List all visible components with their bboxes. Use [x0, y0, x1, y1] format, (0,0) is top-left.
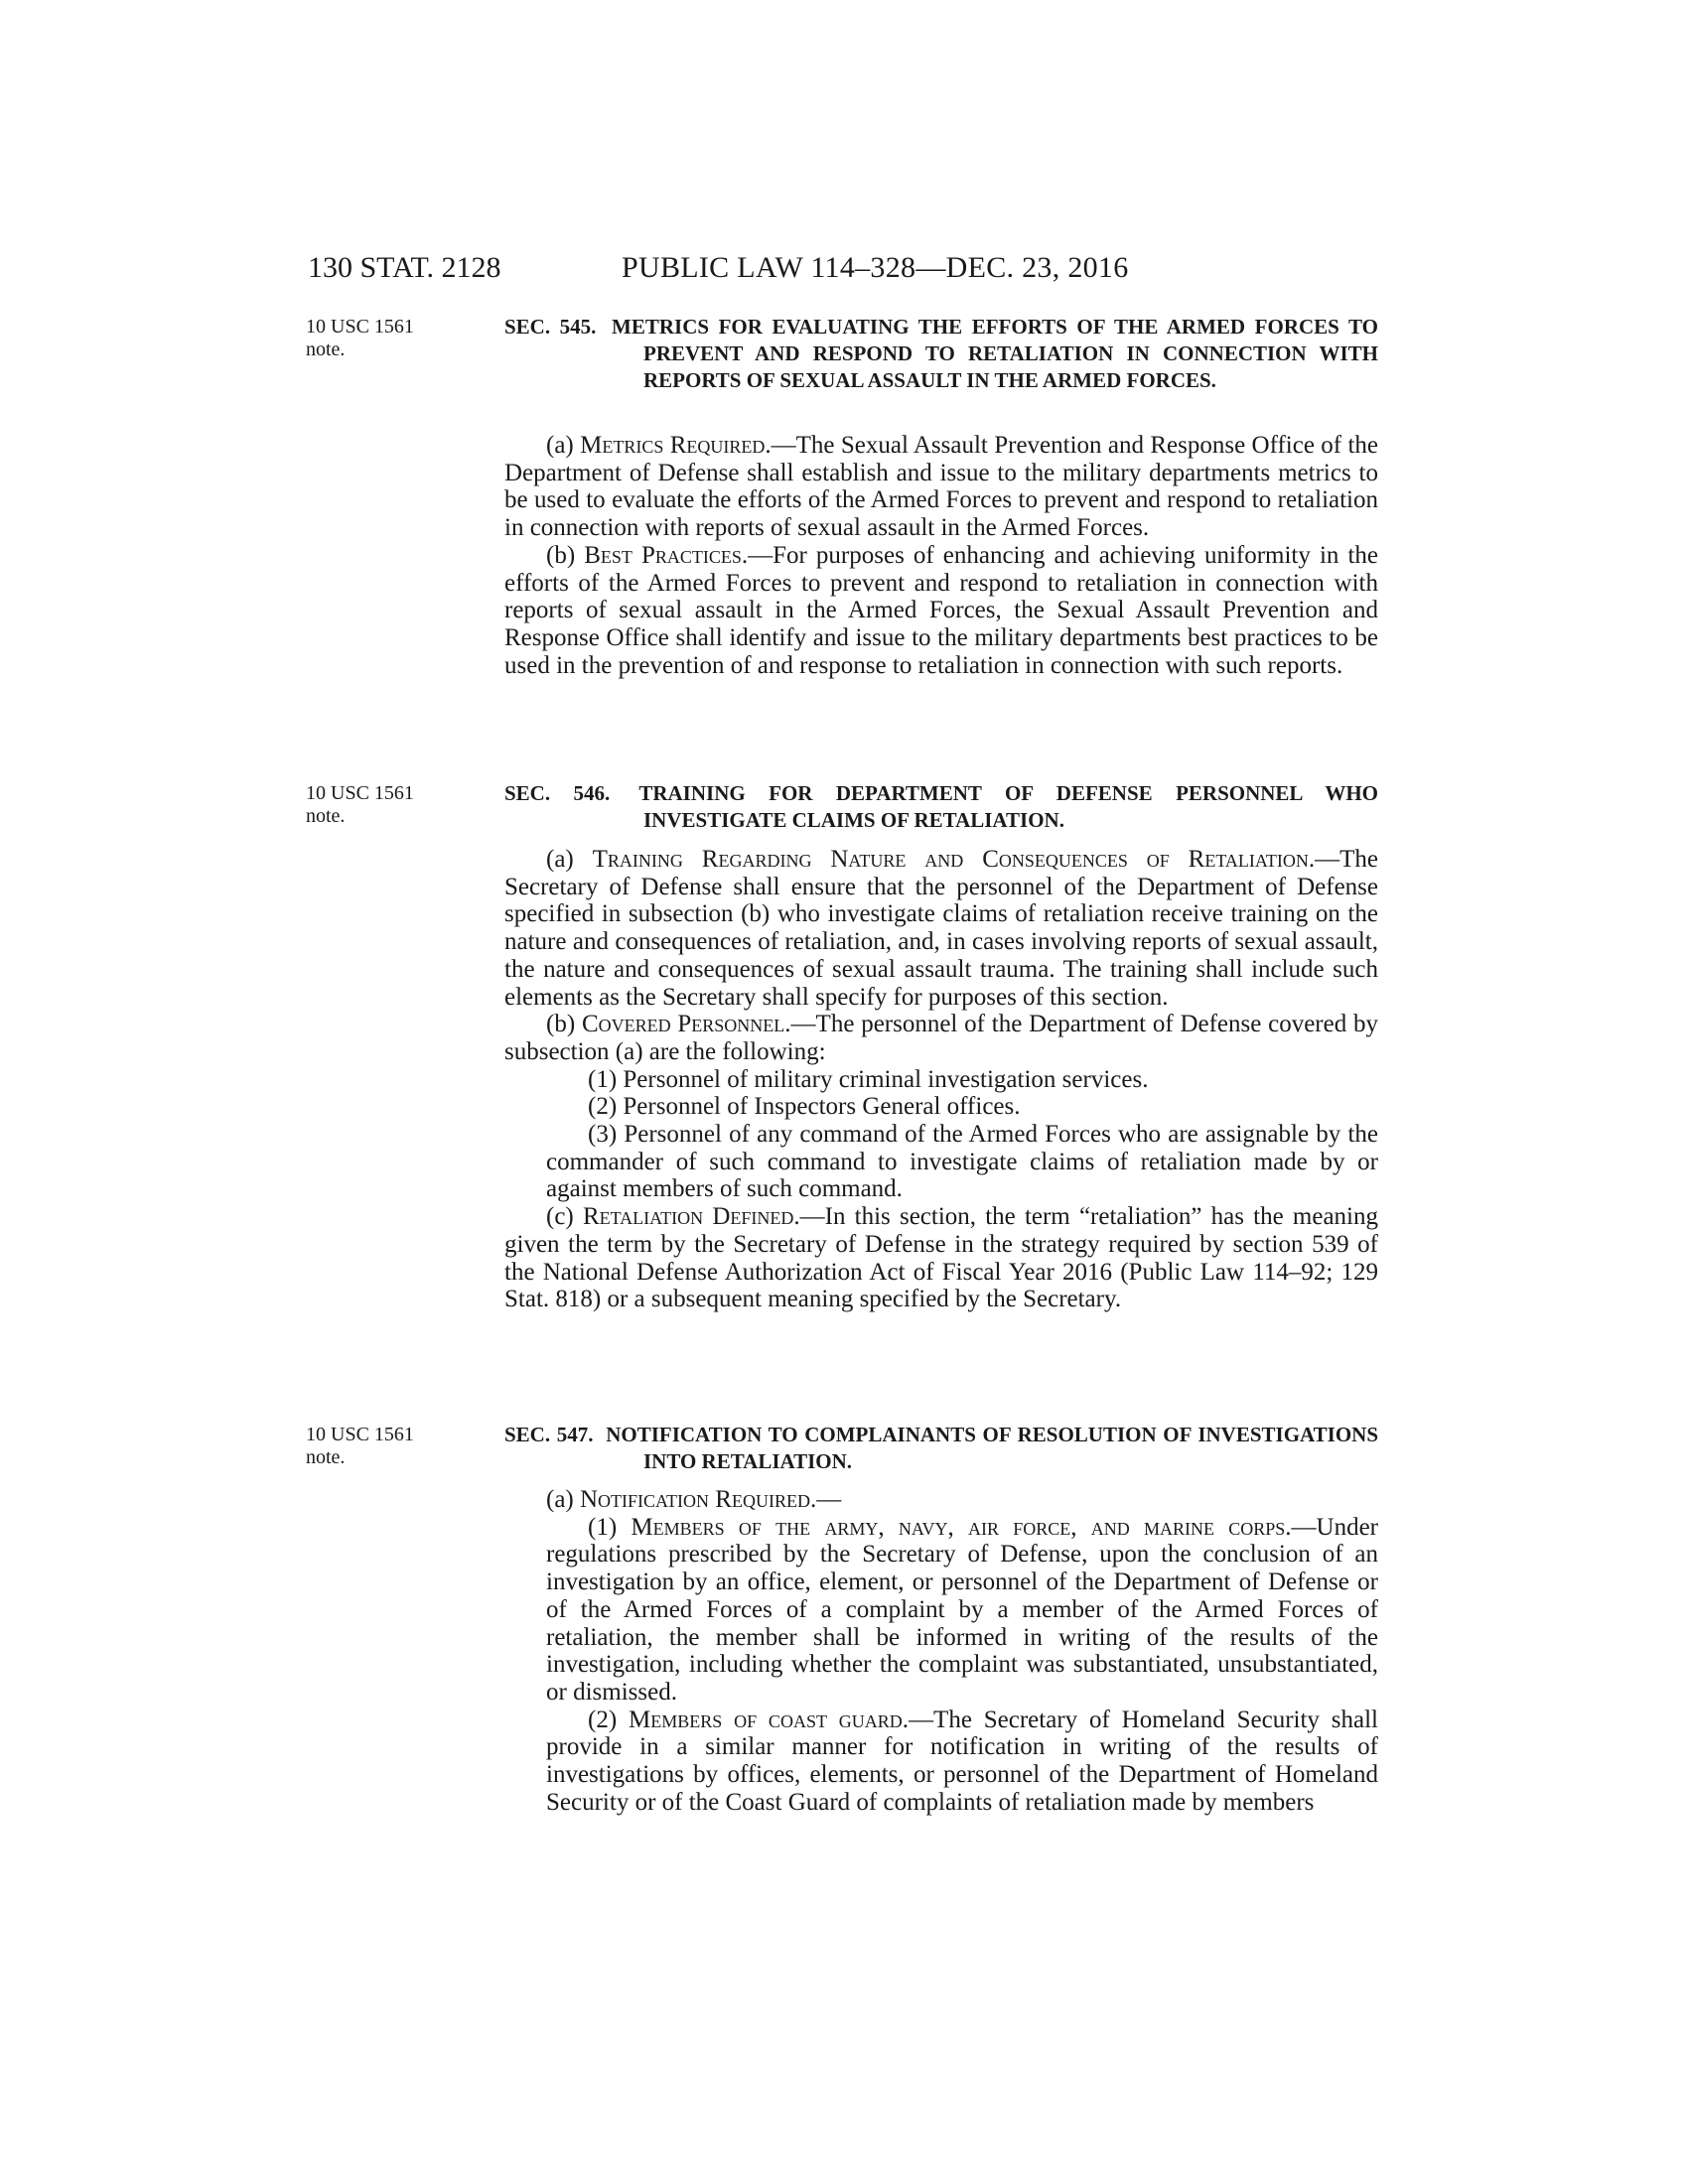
section-body-546: [504, 846, 1378, 1313]
paragraph-caption: Covered Personnel: [581, 1011, 785, 1038]
caption-dash: .—: [793, 1203, 825, 1231]
list-item-2: (2) Personnel of Inspectors General offices.: [588, 1093, 1021, 1121]
public-law-title: PUBLIC LAW 114–328—DEC. 23, 2016: [622, 251, 1129, 284]
subparagraph-2: [546, 1706, 1378, 1817]
caption-dash: .—: [809, 1486, 842, 1513]
paragraph-a-intro: [504, 1486, 1378, 1514]
paragraph-label: (a): [546, 846, 593, 873]
paragraph-caption: Best Practices: [584, 541, 742, 569]
subparagraph-1: [546, 1514, 1378, 1706]
paragraph-text: The Sexual Assault Prevention and Response Office of the Department of Defense shall establish and issue to the military departments metrics to be used to evaluate the efforts of the Armed Forces to prevent and respond to retaliation in connection with reports of sexual assault in the Armed Forces.: [504, 432, 1378, 542]
paragraph-label: (c): [546, 1203, 583, 1231]
list-item-3: (3) Personnel of any command of the Armed Forces who are assignable by the commander of such command to investigate claims of retaliation made by or against members of such command.: [546, 1121, 1378, 1203]
paragraph-text: The Secretary of Defense shall ensure that the personnel of the Department of Defense specified in subsection (b) who investigate claims of retaliation receive training on the nature and consequences of retaliation, and, in cases involving reports of sexual assault, the nature and consequences of sexual assault trauma. The training shall include such elements as the Secretary shall specify for purposes of this section.: [504, 846, 1378, 1011]
section-heading-546: [504, 780, 1378, 834]
section-heading-545: [504, 314, 1378, 394]
section-body-545: [504, 432, 1378, 679]
list-item-1: (1) Personnel of military criminal investigation services.: [588, 1065, 1149, 1093]
paragraph-a: [504, 432, 1378, 542]
paragraph-text: Under regulations prescribed by the Secretary of Defense, upon the conclusion of an investigation by an office, element, or personnel of the Department of Defense or of the Armed Forces of a complaint by a member of the Armed Forces of retaliation, the member shall be informed in writing of the results of the investigation, including whether the complaint was substantiated, unsubstantiated, or dismissed.: [546, 1513, 1378, 1706]
paragraph-b: [504, 1011, 1378, 1065]
caption-dash: .—: [1285, 1513, 1317, 1541]
paragraph-text: For purposes of enhancing and achieving uniformity in the efforts of the Armed Forces to prevent and respond to retaliation in connection with reports of sexual assault in the Armed Forces, the Sexual Assault Prevention and Response Office shall identify and issue to the military departments best practices to be used in the prevention of and response to retaliation in connection with such reports.: [504, 541, 1378, 679]
section-number: SEC. 545.: [504, 315, 597, 339]
paragraph-label: (a): [546, 432, 581, 459]
section-heading-text: METRICS FOR EVALUATING THE EFFORTS OF THE ARMED FORCES TO PREVENT AND RESPOND TO RETALIATION IN CONNECTION WITH REPORTS OF SEXUAL ASSAULT IN THE ARMED FORCES.: [612, 315, 1378, 392]
paragraph-caption: Members of coast guard: [629, 1706, 903, 1733]
paragraph-caption: Metrics Required: [580, 432, 766, 459]
caption-dash: .—: [765, 432, 796, 459]
paragraph-caption: Notification Required: [580, 1486, 810, 1513]
paragraph-label: (a): [546, 1486, 580, 1513]
caption-dash: .—: [741, 541, 774, 569]
caption-dash: .—: [902, 1706, 934, 1733]
paragraph-label: (2): [588, 1706, 629, 1733]
section-number: SEC. 546.: [504, 781, 611, 805]
paragraph-caption: Training Regarding Nature and Consequences of Retaliation: [592, 846, 1309, 873]
paragraph-a: [504, 846, 1378, 1011]
caption-dash: .—: [1308, 846, 1340, 873]
paragraph-text: The Secretary of Homeland Security shall provide in a similar manner for notification in writing of the results of investigations by offices, elements, or personnel of the Department of Homeland Security or of the Coast Guard of complaints of retaliation made by members: [546, 1706, 1378, 1816]
stat-page-reference: 130 STAT. 2128: [308, 251, 501, 284]
paragraph-label: (b): [546, 1011, 582, 1038]
margin-note-sec-545: 10 USC 1561 note.: [306, 316, 414, 360]
section-heading-547: [504, 1422, 1378, 1475]
paragraph-text: The personnel of the Department of Defense covered by subsection (a) are the following:: [504, 1011, 1379, 1065]
paragraph-b: [504, 542, 1378, 680]
margin-note-sec-547: 10 USC 1561 note.: [306, 1424, 414, 1468]
section-heading-text: NOTIFICATION TO COMPLAINANTS OF RESOLUTION OF INVESTIGATIONS INTO RETALIATION.: [606, 1423, 1378, 1473]
paragraph-c: [504, 1203, 1378, 1313]
paragraph-label: (1): [588, 1513, 632, 1541]
paragraph-text: In this section, the term “retaliation” has the meaning given the term by the Secretary of Defense in the strategy required by section 539 of the National Defense Authorization Act of Fiscal Year 2016 (Public Law 114–92; 129 Stat. 818) or a subsequent meaning specified by the Secretary.: [504, 1203, 1378, 1313]
caption-dash: .—: [784, 1011, 816, 1038]
section-number: SEC. 547.: [504, 1423, 594, 1446]
section-body-547: [504, 1486, 1378, 1816]
page-header: [308, 248, 1311, 288]
paragraph-caption: Members of the army, navy, air force, and marine corps: [631, 1513, 1286, 1541]
section-heading-text: TRAINING FOR DEPARTMENT OF DEFENSE PERSONNEL WHO INVESTIGATE CLAIMS OF RETALIATION.: [638, 781, 1378, 832]
paragraph-label: (b): [546, 541, 585, 569]
margin-note-sec-546: 10 USC 1561 note.: [306, 782, 414, 827]
paragraph-caption: Retaliation Defined: [582, 1203, 794, 1231]
